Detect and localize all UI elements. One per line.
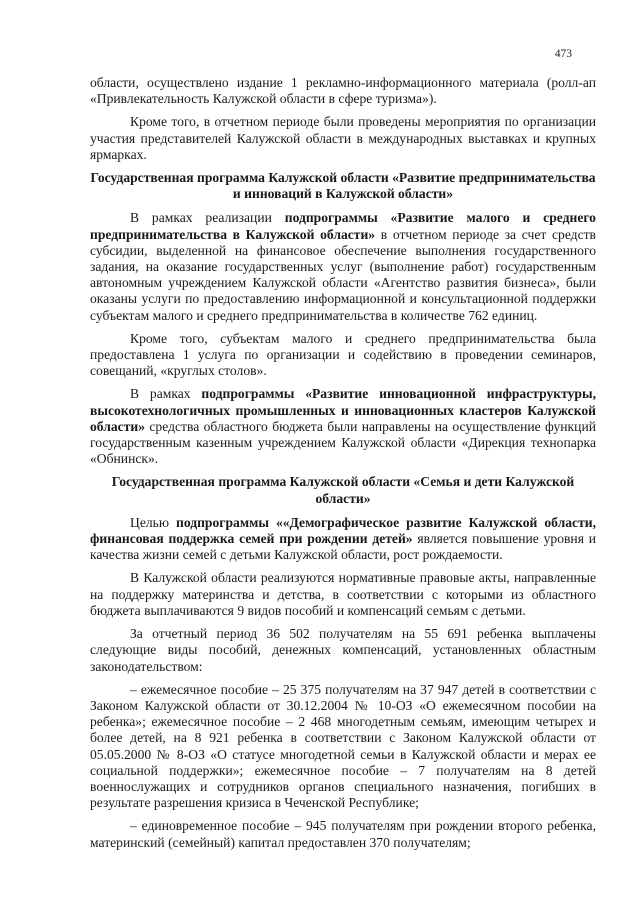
sme-subprogram-title: подпрограммы «Развитие малого и среднего предпринимательства в Калужской области» bbox=[90, 210, 596, 242]
sme-lead-text: В рамках реализации bbox=[130, 210, 285, 226]
demography-subprogram-title: подпрограммы ««Демографическое развитие Калужской области, финансовая поддержка семей при рождении детей» bbox=[90, 514, 597, 547]
page-number: 473 bbox=[554, 48, 572, 60]
demography-body-text: является повышение уровня и качества жизни семей с детьми Калужской области, рост рождаемости. bbox=[90, 531, 597, 563]
heading-entrepreneurship-program: Государственная программа Калужской области «Развитие предпринимательства и инноваций в Калужской области» bbox=[90, 170, 596, 202]
paragraph-sme-seminars: Кроме того, субъектам малого и среднего предпринимательства была предоставлена 1 услуга по организации и содействию в проведении семинаров, совещаний, «круглых столов». bbox=[90, 330, 596, 379]
innovation-lead-text: В рамках bbox=[130, 386, 202, 402]
paragraph-legal-acts: В Калужской области реализуются нормативные правовые акты, направленные на поддержку материнства и детства, в соответствии с которыми из областного бюджета выплачиваются 9 видов пособий и компенсаций семьям с детьми. bbox=[90, 570, 596, 618]
paragraph-demography-subprogram bbox=[90, 515, 596, 564]
heading-family-program: Государственная программа Калужской области «Семья и дети Калужской области» bbox=[111, 474, 575, 506]
demography-lead-text: Целью bbox=[130, 514, 176, 530]
paragraph-tourism-material: области, осуществлено издание 1 рекламно-информационного материала (ролл-ап «Привлекательность Калужской области в сфере туризма»). bbox=[90, 75, 596, 107]
innovation-body-text: средства областного бюджета были направлены на осуществление функций государственным казенным учреждением Калужской области «Дирекция технопарка «Обнинск». bbox=[90, 418, 596, 467]
paragraph-sme-subprogram bbox=[90, 210, 596, 323]
paragraph-exhibitions: Кроме того, в отчетном периоде были проведены мероприятия по организации участия представителей Калужской области в международных выставках и крупных ярмарках. bbox=[90, 114, 596, 162]
sme-body-text: в отчетном периоде за счет средств субсидии, выделенной на финансовое обеспечение выполнения государственного задания, на оказание государственных услуг (выполнение работ) государственным автономным учреждением Калужской области «Агентство развития бизнеса», были оказаны услуги по предоставлению информационной и консультационной поддержки субъектам малого и среднего предпринимательства в количестве 762 единиц. bbox=[90, 226, 596, 323]
paragraph-innovation-subprogram bbox=[90, 386, 596, 467]
paragraph-recipients-summary: За отчетный период 36 502 получателям на 55 691 ребенка выплачены следующие виды пособий, денежных компенсаций, установленных областным законодательством: bbox=[90, 626, 596, 674]
document-body bbox=[90, 75, 596, 858]
paragraph-lump-sum-allowance: – единовременное пособие – 945 получателям при рождении второго ребенка, материнский (семейный) капитал предоставлен 370 получателям; bbox=[90, 818, 596, 850]
paragraph-monthly-allowances: – ежемесячное пособие – 25 375 получателям на 37 947 детей в соответствии с Законом Калужской области от 30.12.2004 № 10-ОЗ «О ежемесячном пособии на ребенка»; ежемесячное пособие – 2 468 многодетным семьям, имеющим четырех и более детей, на 8 921 ребенка в соответствии с Законом Калужской области от 05.05.2000 № 8-ОЗ «О статусе многодетной семьи в Калужской области и мерах ее социальной поддержки»; ежемесячное пособие – 7 получателям на 8 детей военнослужащих и сотрудников органов специального назначения, погибших в результате разрешения кризиса в Чеченской Республике; bbox=[90, 681, 596, 811]
innovation-subprogram-title: подпрограммы «Развитие инновационной инфраструктуры, высокотехнологичных промышленных и инновационных кластеров Калужской области» bbox=[90, 386, 596, 434]
